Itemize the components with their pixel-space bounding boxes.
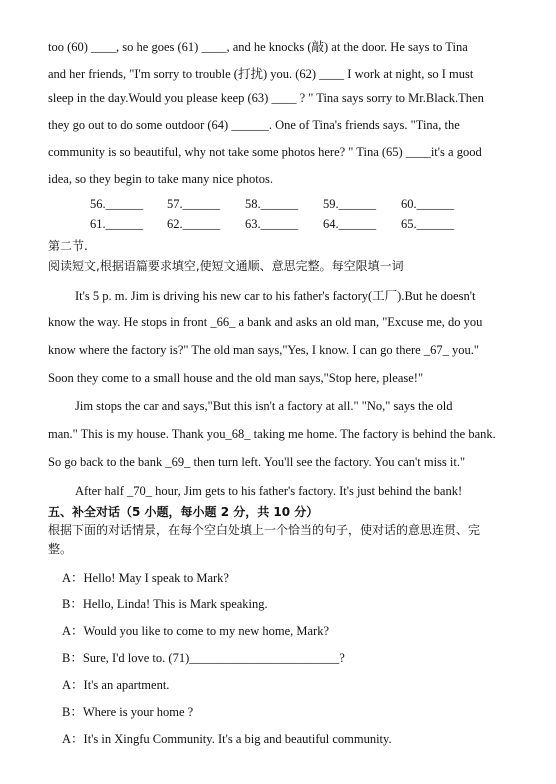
section2-instruction: 阅读短文,根据语篇要求填空,使短文通顺、意思完整。每空限填一词 [48, 259, 404, 273]
answer-blank-62[interactable]: 62.______ [167, 217, 221, 231]
passage2-line-5: Jim stops the car and says,"But this isn't a factory at all." "No," says the old [75, 399, 453, 413]
dialogue-line-5: A：It's an apartment. [62, 678, 170, 692]
answer-blank-63[interactable]: 63.______ [245, 217, 299, 231]
passage1-line-6: idea, so they begin to take many nice photos. [48, 172, 273, 186]
dialogue-line-2: B：Hello, Linda! This is Mark speaking. [62, 597, 268, 611]
passage2-line-1: It's 5 p. m. Jim is driving his new car to his father's factory(工厂).But he doesn't [75, 289, 476, 303]
answer-blank-58[interactable]: 58.______ [245, 197, 299, 211]
answer-blank-64[interactable]: 64.______ [323, 217, 377, 231]
dialogue-line-3: A：Would you like to come to my new home, Mark? [62, 624, 329, 638]
section5-instruction-2: 整。 [48, 542, 73, 556]
passage2-line-6: man." This is my house. Thank you_68_ taking me home. The factory is behind the bank. [48, 427, 496, 441]
passage1-line-3: sleep in the day.Would you please keep (63) ____ ? " Tina says sorry to Mr.Black.Then [48, 91, 484, 105]
dialogue-line-1: A：Hello! May I speak to Mark? [62, 571, 229, 585]
dialogue-line-4: B：Sure, I'd love to. (71)________________________? [62, 651, 345, 665]
passage2-line-7: So go back to the bank _69_ then turn left. You'll see the factory. You can't miss it." [48, 455, 466, 469]
passage2-line-8: After half _70_ hour, Jim gets to his father's factory. It's just behind the bank! [75, 484, 463, 498]
answer-blank-59[interactable]: 59.______ [323, 197, 377, 211]
answer-blank-56[interactable]: 56.______ [90, 197, 144, 211]
section5-title: 五、补全对话（5 小题，每小题 2 分，共 10 分） [48, 505, 319, 519]
answer-blank-60[interactable]: 60.______ [401, 197, 455, 211]
passage1-line-1: too (60) ____, so he goes (61) ____, and he knocks (敲) at the door. He says to Tina [48, 40, 468, 54]
passage1-line-5: community is so beautiful, why not take some photos here? " Tina (65) ____it's a good [48, 145, 482, 159]
passage2-line-2: know the way. He stops in front _66_ a bank and asks an old man, "Excuse me, do you [48, 315, 483, 329]
passage1-line-2: and her friends, "I'm sorry to trouble (打扰) you. (62) ____ I work at night, so I must [48, 67, 474, 81]
section5-instruction-1: 根据下面的对话情景，在每个空白处填上一个恰当的句子，使对话的意思连贯、完 [48, 523, 481, 537]
dialogue-line-6: B：Where is your home ? [62, 705, 194, 719]
section2-title: 第二节. [48, 239, 88, 253]
passage1-line-4: they go out to do some outdoor (64) ______. One of Tina's friends says. "Tina, the [48, 118, 460, 132]
answer-blank-61[interactable]: 61.______ [90, 217, 144, 231]
answer-blank-65[interactable]: 65.______ [401, 217, 455, 231]
dialogue-line-7: A：It's in Xingfu Community. It's a big and beautiful community. [62, 732, 392, 746]
answer-blank-57[interactable]: 57.______ [167, 197, 221, 211]
passage2-line-4: Soon they come to a small house and the old man says,"Stop here, please!" [48, 371, 424, 385]
passage2-line-3: know where the factory is?" The old man says,"Yes, I know. I can go there _67_ you." [48, 343, 479, 357]
